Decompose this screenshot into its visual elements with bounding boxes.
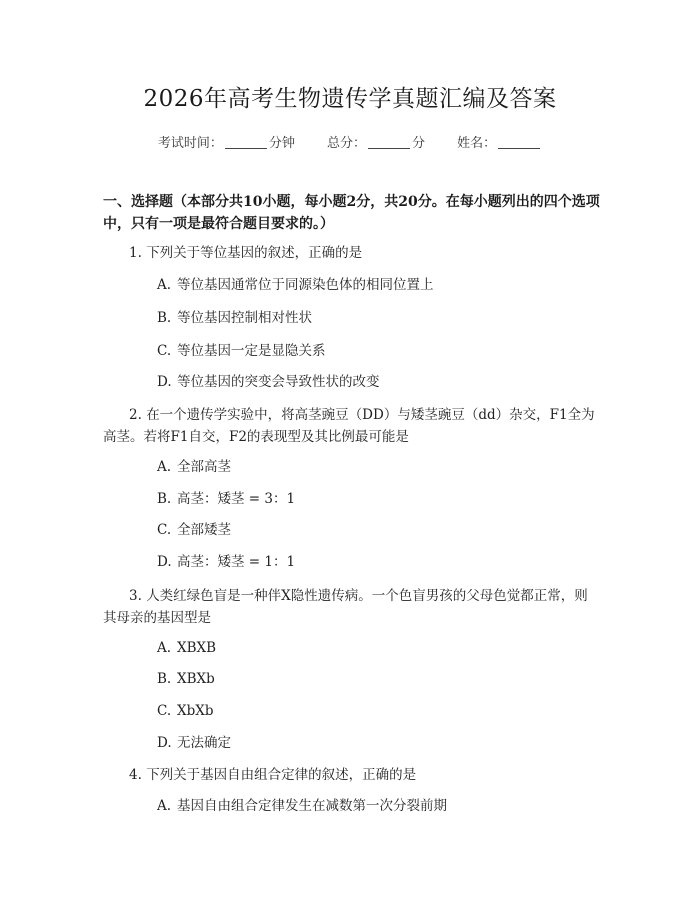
exam-score-blank xyxy=(368,136,410,149)
question-number: 3. xyxy=(129,588,142,604)
option-text: 等位基因一定是显隐关系 xyxy=(177,343,326,359)
option-letter: B. xyxy=(157,671,172,687)
option-text: 等位基因通常位于同源染色体的相同位置上 xyxy=(177,277,434,293)
option-letter: D. xyxy=(157,735,172,751)
question-2-option-c xyxy=(157,520,597,540)
option-text: 等位基因的突变会导致性状的改变 xyxy=(177,374,380,390)
question-3 xyxy=(103,585,600,629)
option-text: 无法确定 xyxy=(177,735,231,751)
option-text: XBXb xyxy=(177,671,215,687)
question-2-option-b xyxy=(157,489,597,509)
option-letter: C. xyxy=(157,522,172,538)
exam-time-blank xyxy=(225,136,267,149)
option-text: 等位基因控制相对性状 xyxy=(177,310,312,326)
question-3-option-b xyxy=(157,669,597,689)
question-3-option-a xyxy=(157,638,597,658)
question-4-option-a xyxy=(157,796,597,816)
option-text: 高茎：矮茎 = 3：1 xyxy=(177,491,296,507)
question-2-option-d xyxy=(157,552,597,572)
question-1-option-c xyxy=(157,341,597,361)
exam-score-label: 总分： xyxy=(326,136,366,151)
question-number: 2. xyxy=(129,407,142,423)
option-letter: D. xyxy=(157,374,172,390)
option-letter: C. xyxy=(157,343,172,359)
question-2 xyxy=(103,404,600,448)
exam-score-field xyxy=(327,132,425,151)
question-number: 1. xyxy=(129,245,142,261)
exam-name-blank xyxy=(498,136,540,149)
question-1-option-b xyxy=(157,308,597,328)
option-text: 高茎：矮茎 = 1：1 xyxy=(177,554,296,570)
question-text: 下列关于等位基因的叙述，正确的是 xyxy=(146,245,363,261)
exam-name-label: 姓名： xyxy=(457,136,497,151)
option-letter: C. xyxy=(157,703,172,719)
question-4 xyxy=(103,764,600,786)
page-title: 2026年高考生物遗传学真题汇编及答案 xyxy=(143,86,557,112)
question-text: 人类红绿色盲是一种伴X隐性遗传病。一个色盲男孩的父母色觉都正常，则其母亲的基因型是 xyxy=(103,588,588,626)
option-letter: A. xyxy=(157,459,172,475)
option-letter: B. xyxy=(157,310,172,326)
exam-name-field xyxy=(457,132,542,151)
exam-score-unit: 分 xyxy=(412,136,426,151)
option-text: XBXB xyxy=(177,640,217,656)
question-3-option-d xyxy=(157,733,597,753)
option-letter: B. xyxy=(157,491,172,507)
option-text: 全部高茎 xyxy=(177,459,231,475)
option-text: 全部矮茎 xyxy=(177,522,231,538)
question-1 xyxy=(103,242,600,264)
exam-time-field xyxy=(158,132,295,151)
question-number: 4. xyxy=(129,767,142,783)
option-letter: A. xyxy=(157,640,172,656)
question-text: 下列关于基因自由组合定律的叙述，正确的是 xyxy=(146,767,417,783)
question-2-option-a xyxy=(157,457,597,477)
question-text: 在一个遗传学实验中，将高茎豌豆（DD）与矮茎豌豆（dd）杂交，F1全为高茎。若将F1自交，F2的表现型及其比例最可能是 xyxy=(103,407,595,445)
question-3-option-c xyxy=(157,701,597,721)
option-letter: D. xyxy=(157,554,172,570)
section-heading: 一、选择题（本部分共10小题，每小题2分，共20分。在每小题列出的四个选项中，只有一项是最符合题目要求的。） xyxy=(103,194,600,232)
option-letter: A. xyxy=(157,277,172,293)
option-letter: A. xyxy=(157,798,172,814)
option-text: XbXb xyxy=(177,703,214,719)
question-1-option-a xyxy=(157,275,597,295)
exam-time-unit: 分钟 xyxy=(268,136,295,151)
exam-time-label: 考试时间： xyxy=(157,136,223,151)
option-text: 基因自由组合定律发生在减数第一次分裂前期 xyxy=(177,798,447,814)
question-1-option-d xyxy=(157,372,597,392)
exam-meta xyxy=(0,132,700,151)
